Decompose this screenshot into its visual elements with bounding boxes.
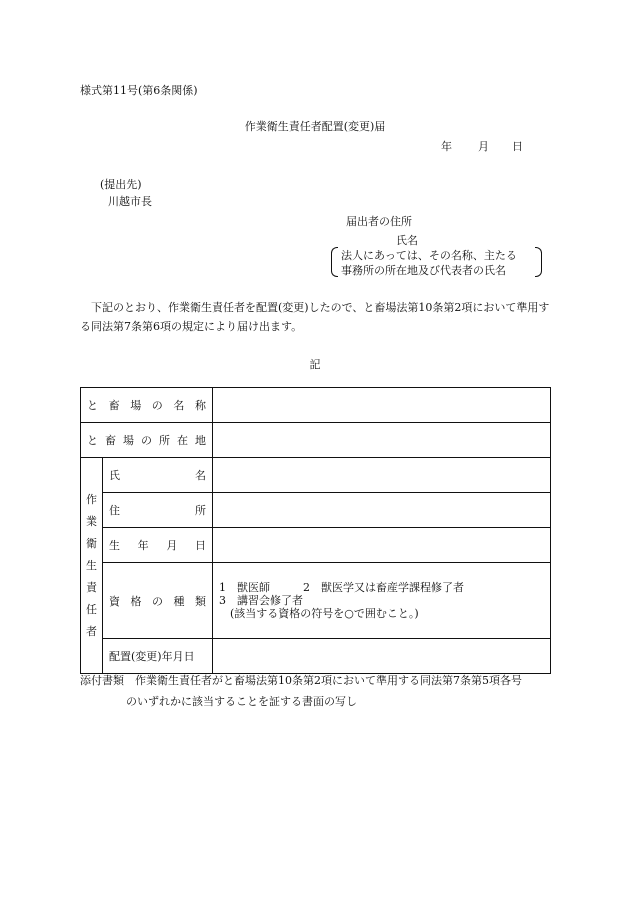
vertical-label-char: 業 [86,514,97,528]
label-char: の [151,399,163,412]
table-row-facility-location [81,423,551,458]
vertical-label-char: 者 [86,624,97,638]
label-char: 生 [109,539,120,552]
body-text: 下記のとおり、作業衛生責任者を配置(変更)したので、と畜場法第10条第2項において準用する同法第7条第6項の規定により届け出ます。 [80,301,550,333]
table-row-birthdate [81,528,551,563]
corporate-note-line-1: 法人にあっては、その名称、主たる [341,249,517,262]
form-number: 様式第11号(第6条関係) [80,84,198,97]
vertical-label-char: 責 [86,580,97,594]
applicant-name-label: 氏名 [396,234,418,247]
birth-date-field[interactable] [213,528,551,563]
table-row-qualification [81,563,551,639]
label-char: 名 [195,469,206,482]
label-char: 類 [195,594,206,608]
person-address-field[interactable] [213,493,551,528]
assignment-date-field[interactable] [213,639,551,674]
label-char: 日 [194,539,206,552]
birth-date-label [103,528,213,563]
applicant-address-label: 届出者の住所 [346,215,412,228]
date-day-label: 日 [512,140,523,153]
date-year-label: 年 [441,140,452,153]
recipient-name: 川越市長 [108,195,152,208]
ki-heading: 記 [309,358,321,371]
person-name-field[interactable] [213,458,551,493]
qualification-line-1: 1 獣医師 2 獣医学又は畜産学課程修了者 [219,581,464,594]
label-char: の [152,594,163,608]
notification-table [80,387,551,674]
table-row-address [81,493,551,528]
document-title: 作業衛生責任者配置(変更)届 [244,120,386,133]
recipient-label: (提出先) [100,178,142,191]
qualification-line-3: (該当する資格の符号を○で囲むこと。) [219,607,419,620]
label-char: の [141,434,152,447]
label-char: 称 [194,399,206,412]
label-char: 在 [177,434,188,447]
label-char: と [87,399,98,412]
vertical-label-char: 衛 [86,536,97,550]
qualification-label [103,563,213,639]
table-row-name [81,458,551,493]
person-address-label [103,493,213,528]
responsible-person-group-label [81,458,103,674]
vertical-label-char: 生 [86,558,97,572]
label-char: 場 [123,434,134,447]
corporate-note-line-2: 事務所の所在地及び代表者の氏名 [341,264,506,277]
label-char: 月 [166,539,178,552]
label-char: 畜 [108,399,120,412]
label-char: 所 [159,434,170,447]
label-char: 種 [173,594,185,608]
label-char: と [87,434,98,447]
facility-location-field[interactable] [213,423,551,458]
corporate-note-bracket [331,247,542,277]
assignment-date-label: 配置(変更)年月日 [103,639,213,674]
label-char: 住 [109,504,120,517]
attachment-line-2: のいずれかに該当することを証する書面の写し [126,695,357,708]
label-char: 所 [195,504,206,517]
table-row-assignment-date [81,639,551,674]
label-char: 地 [195,434,206,447]
date-month-label: 月 [478,140,489,153]
qualification-options[interactable] [213,563,551,639]
qualification-line-2: 3 講習会修了者 [219,594,303,607]
label-char: 場 [130,399,142,412]
table-row-facility-name [81,388,551,423]
label-char: 畜 [105,434,116,447]
label-char: 格 [130,594,142,608]
facility-location-label [81,423,213,458]
facility-name-field[interactable] [213,388,551,423]
label-char: 資 [109,594,120,608]
left-bracket [331,247,338,277]
vertical-label-char: 任 [86,602,97,616]
label-char: 氏 [109,469,120,482]
person-name-label [103,458,213,493]
label-char: 名 [173,399,185,412]
vertical-label-char: 作 [86,492,97,506]
label-char: 年 [137,539,149,552]
attachment-line-1: 添付書類 作業衛生責任者がと畜場法第10条第2項において準用する同法第7条第5項各号 [80,674,522,687]
facility-name-label [81,388,213,423]
right-bracket [535,247,542,277]
